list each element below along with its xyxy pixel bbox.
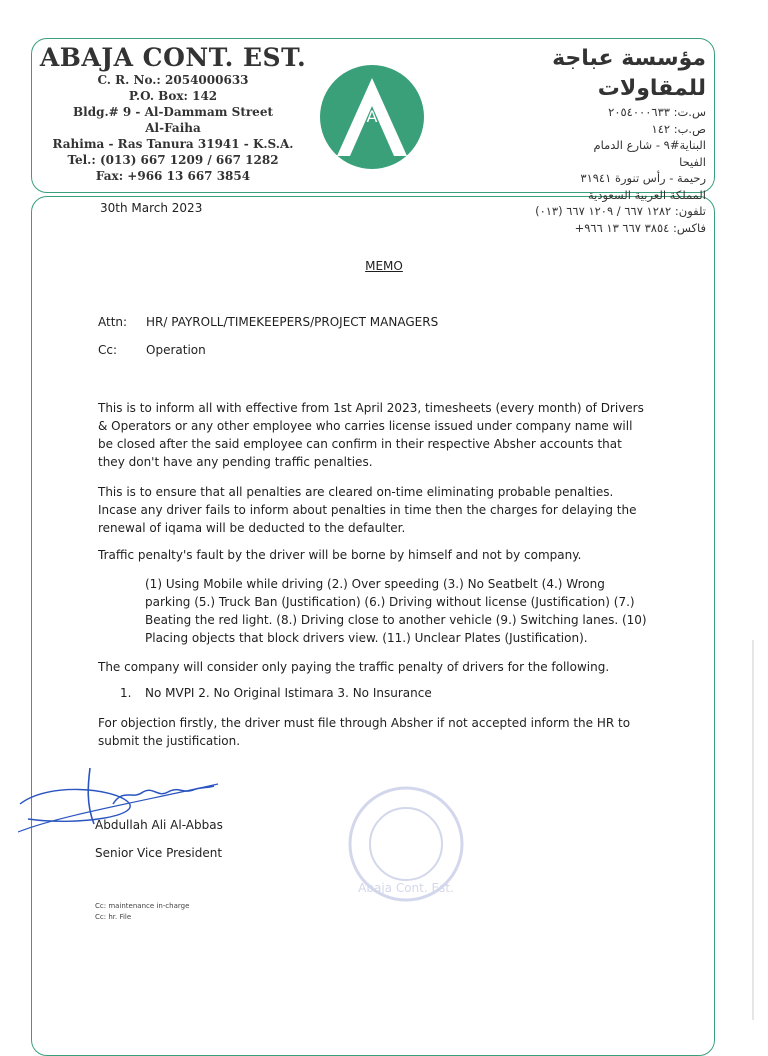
company-stamp [346, 784, 466, 904]
footer-cc-maintenance: Cc: maintenance in-charge [95, 902, 190, 910]
cc-value: Operation [146, 343, 206, 357]
arabic-fax: فاكس: ٣٨٥٤ ٦٦٧ ١٣ ٩٦٦+ [574, 220, 706, 235]
arabic-country: المملكة العربية السعودية [588, 187, 706, 202]
signer-title: Senior Vice President [95, 846, 223, 860]
company-district: Al-Faiha [145, 121, 201, 135]
logo-letter-top: A [366, 107, 378, 126]
attn-label: Attn: [98, 315, 128, 329]
arabic-building: البناية#٩ - شارع الدمام [593, 138, 706, 152]
company-name-arabic: مؤسسة عباجة للمقاولات [552, 46, 706, 101]
paragraph-penalty-clearance: This is to ensure that all penalties are cleared on-time eliminating probable penalties. Incase any driver fails to inform about penalties in time then the charges for delaying the renewal of iqama will be deducted to the defaulter. [98, 485, 637, 535]
arabic-district: الفيحا [679, 154, 706, 169]
company-fax: Fax: +966 13 667 3854 [95, 169, 251, 183]
stamp-text: Abaja Cont. Est. [358, 881, 454, 895]
exception-list-number: 1. [120, 686, 132, 700]
cc-label: Cc: [98, 343, 118, 357]
memo-title: MEMO [365, 259, 403, 273]
paragraph-objection: For objection firstly, the driver must file through Absher if not accepted inform the HR to submit the justification. [98, 716, 631, 748]
company-name-english: ABAJA CONT. EST. [39, 43, 307, 72]
exception-list: No MVPI 2. No Original Istimara 3. No Insurance [145, 686, 432, 700]
letterhead-english [38, 44, 308, 184]
company-city: Rahima - Ras Tanura 31941 - K.S.A. [52, 137, 294, 151]
company-building: Bldg.# 9 - Al-Dammam Street [73, 105, 273, 119]
arabic-cr-number: س.ت: ٢٠٥٤٠٠٠٦٣٣ [608, 105, 706, 119]
company-tel: Tel.: (013) 667 1209 / 667 1282 [67, 153, 279, 167]
arabic-city: رحيمة - رأس تنورة ٣١٩٤١ [580, 171, 706, 185]
logo-letter-bottom: A [366, 129, 378, 148]
company-logo [319, 64, 425, 170]
arabic-tel: تلفون: ١٢٨٢ ٦٦٧ / ١٢٠٩ ٦٦٧ (٠١٣) [535, 204, 706, 218]
signer-name: Abdullah Ali Al-Abbas [95, 818, 223, 832]
footer-cc-hr-file: Cc: hr. File [95, 913, 132, 921]
paragraph-driver-fault: Traffic penalty's fault by the driver will be borne by himself and not by company. [98, 548, 582, 562]
attn-value: HR/ PAYROLL/TIMEKEEPERS/PROJECT MANAGERS [146, 315, 439, 329]
paragraph-effective-date: This is to inform all with effective from 1st April 2023, timesheets (every month) of Drivers & Operators or any other employee who carries license issued under company name will be closed after the said employee can confirm in their respective Absher accounts that they don't have any pending traffic penalties. [98, 401, 644, 469]
violation-list: (1) Using Mobile while driving (2.) Over speeding (3.) No Seatbelt (4.) Wrong parking (5.) Truck Ban (Justification) (6.) Driving without license (Justification) (7.) Beating the red light. (8.) Driving close to another vehicle (9.) Switching lanes. (10) Placing objects that block drivers view. (11.) Unclear Plates (Justification). [145, 577, 647, 645]
paragraph-company-pays: The company will consider only paying the traffic penalty of drivers for the following. [98, 660, 610, 674]
scan-edge [752, 640, 754, 1020]
letterhead-arabic [476, 44, 706, 236]
arabic-po-box: ص.ب: ١٤٢ [651, 121, 706, 136]
company-po-box: P.O. Box: 142 [128, 89, 218, 103]
company-cr-number: C. R. No.: 2054000633 [97, 73, 249, 87]
memo-date: 30th March 2023 [100, 201, 203, 215]
